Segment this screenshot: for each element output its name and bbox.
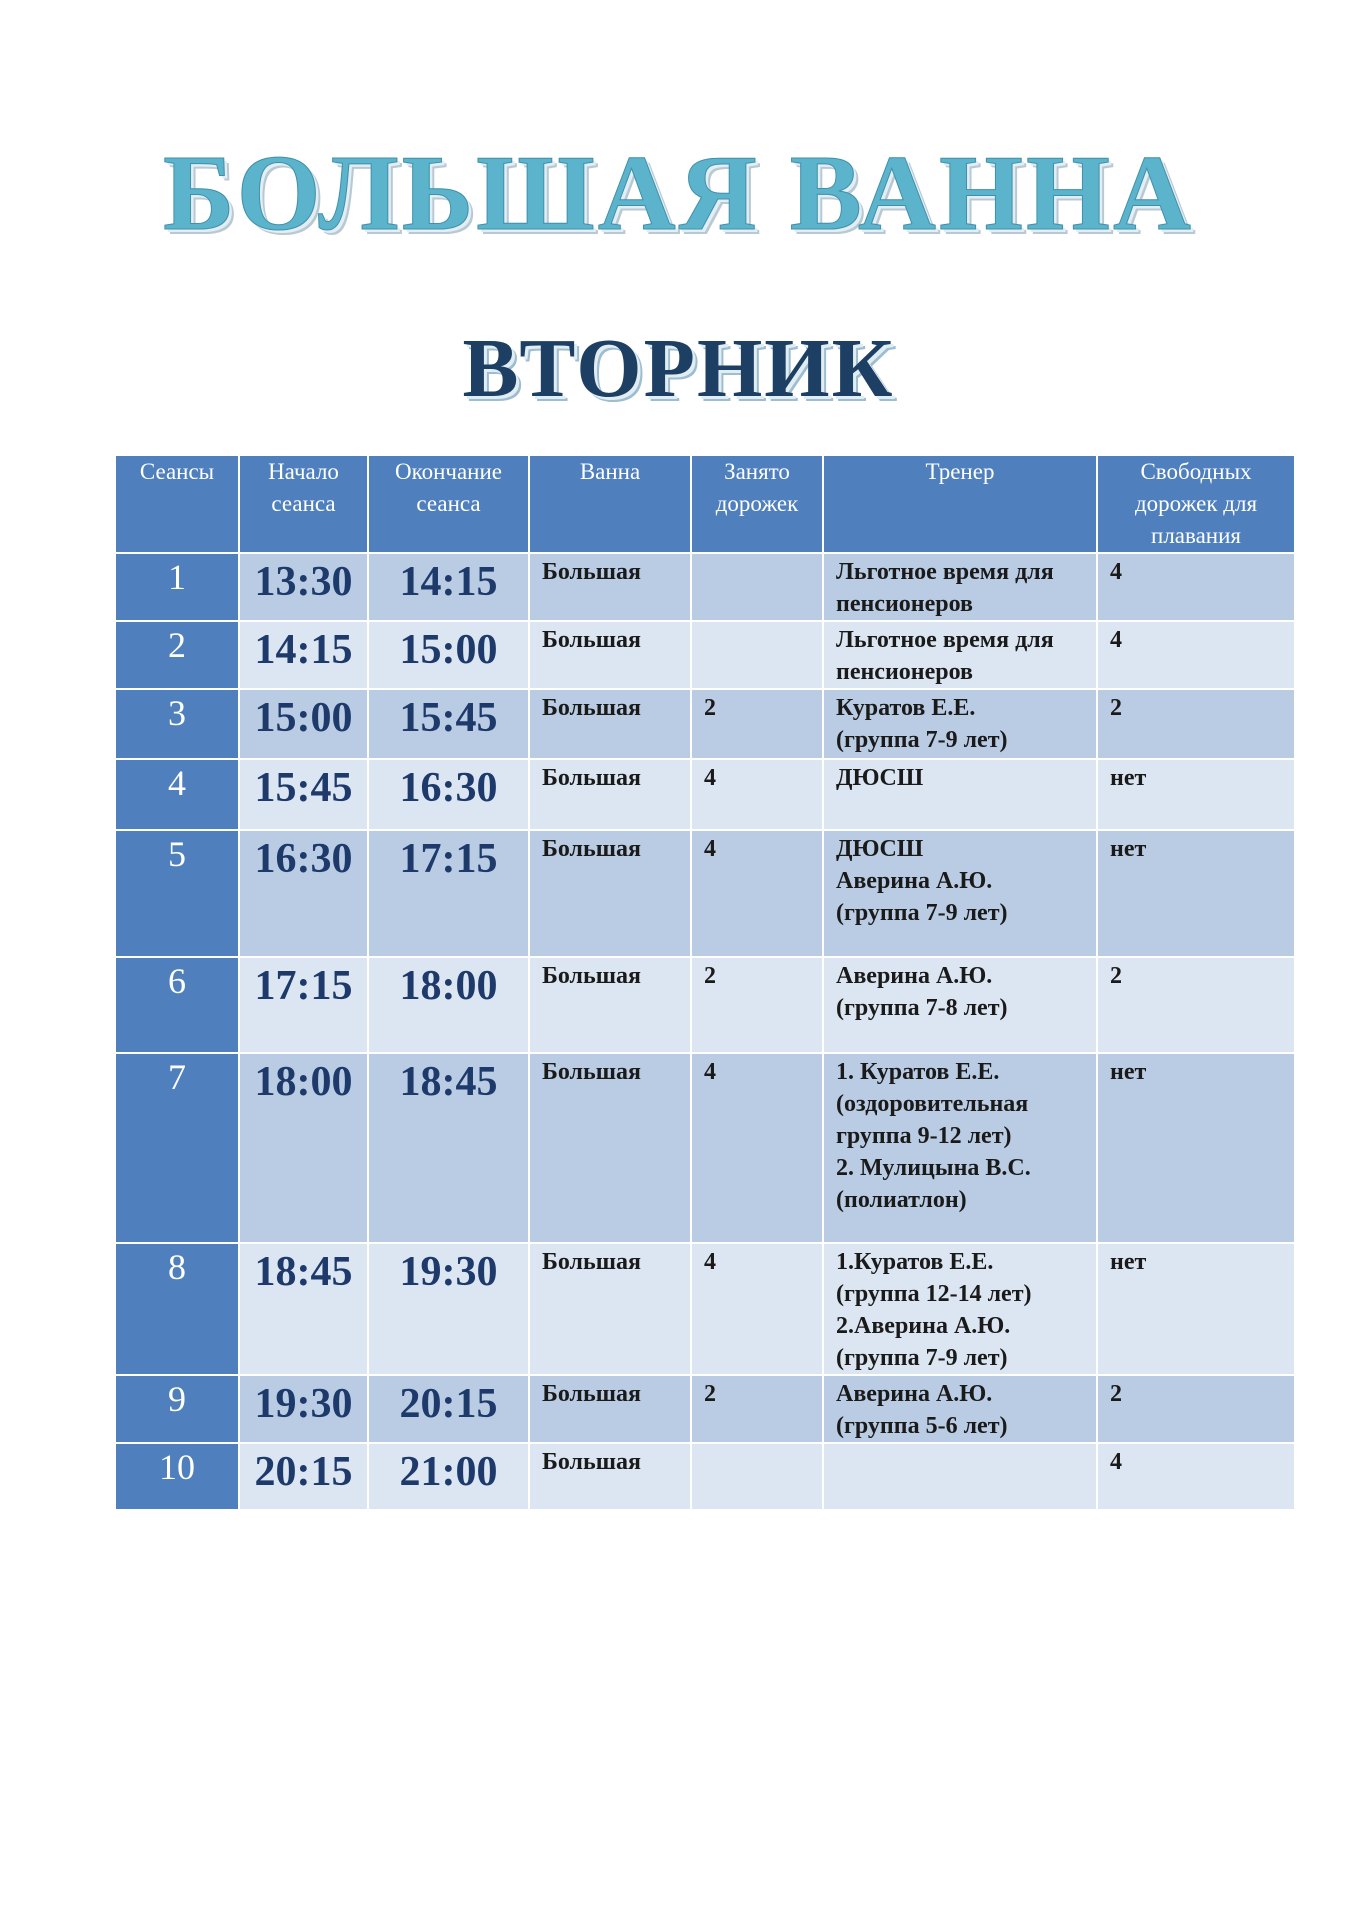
- session-number: 4: [115, 759, 239, 830]
- start-time: 18:45: [239, 1243, 368, 1375]
- start-time: 20:15: [239, 1443, 368, 1510]
- table-row: [115, 1053, 1295, 1243]
- coach: Льготное время для пенсионеров: [823, 621, 1097, 689]
- busy-lanes: 4: [691, 1053, 823, 1243]
- busy-lanes: 4: [691, 759, 823, 830]
- table-row: [115, 553, 1295, 621]
- pool-name: Большая: [529, 957, 691, 1053]
- busy-lanes: 4: [691, 1243, 823, 1375]
- coach: [823, 1443, 1097, 1510]
- table-row: [115, 759, 1295, 830]
- end-time: 17:15: [368, 830, 529, 957]
- end-time: 18:45: [368, 1053, 529, 1243]
- header-end: Окончание сеанса: [368, 455, 529, 553]
- busy-lanes: [691, 621, 823, 689]
- session-number: 9: [115, 1375, 239, 1443]
- free-lanes: нет: [1097, 1243, 1295, 1375]
- session-number: 6: [115, 957, 239, 1053]
- coach: ДЮСШ: [823, 759, 1097, 830]
- page-title: БОЛЬШАЯ ВАННА: [163, 134, 1194, 253]
- table-row: [115, 1375, 1295, 1443]
- session-number: 8: [115, 1243, 239, 1375]
- coach: Куратов Е.Е. (группа 7-9 лет): [823, 689, 1097, 759]
- start-time: 16:30: [239, 830, 368, 957]
- header-coach: Тренер: [823, 455, 1097, 553]
- session-number: 1: [115, 553, 239, 621]
- session-number: 3: [115, 689, 239, 759]
- pool-name: Большая: [529, 621, 691, 689]
- header-free-lanes: Свободных дорожек для плавания: [1097, 455, 1295, 553]
- session-number: 10: [115, 1443, 239, 1510]
- end-time: 18:00: [368, 957, 529, 1053]
- header-pool: Ванна: [529, 455, 691, 553]
- start-time: 14:15: [239, 621, 368, 689]
- busy-lanes: 4: [691, 830, 823, 957]
- busy-lanes: [691, 553, 823, 621]
- table-row: [115, 1443, 1295, 1510]
- coach: 1.Куратов Е.Е. (группа 12-14 лет) 2.Аверина А.Ю. (группа 7-9 лет): [823, 1243, 1097, 1375]
- coach: Льготное время для пенсионеров: [823, 553, 1097, 621]
- start-time: 18:00: [239, 1053, 368, 1243]
- pool-name: Большая: [529, 759, 691, 830]
- free-lanes: 4: [1097, 621, 1295, 689]
- table-row: [115, 689, 1295, 759]
- session-number: 5: [115, 830, 239, 957]
- header-busy-lanes: Занято дорожек: [691, 455, 823, 553]
- start-time: 15:00: [239, 689, 368, 759]
- session-number: 2: [115, 621, 239, 689]
- pool-name: Большая: [529, 1243, 691, 1375]
- table-header-row: [115, 455, 1295, 553]
- pool-name: Большая: [529, 1375, 691, 1443]
- table-row: [115, 830, 1295, 957]
- busy-lanes: 2: [691, 957, 823, 1053]
- start-time: 19:30: [239, 1375, 368, 1443]
- header-start: Начало сеанса: [239, 455, 368, 553]
- busy-lanes: [691, 1443, 823, 1510]
- pool-name: Большая: [529, 830, 691, 957]
- schedule-table: [114, 454, 1296, 1511]
- pool-name: Большая: [529, 553, 691, 621]
- header-sessions: Сеансы: [115, 455, 239, 553]
- table-row: [115, 1243, 1295, 1375]
- end-time: 21:00: [368, 1443, 529, 1510]
- start-time: 17:15: [239, 957, 368, 1053]
- free-lanes: нет: [1097, 1053, 1295, 1243]
- busy-lanes: 2: [691, 689, 823, 759]
- free-lanes: нет: [1097, 759, 1295, 830]
- free-lanes: нет: [1097, 830, 1295, 957]
- free-lanes: 2: [1097, 689, 1295, 759]
- coach: Аверина А.Ю. (группа 5-6 лет): [823, 1375, 1097, 1443]
- free-lanes: 4: [1097, 553, 1295, 621]
- end-time: 20:15: [368, 1375, 529, 1443]
- pool-name: Большая: [529, 1443, 691, 1510]
- end-time: 15:00: [368, 621, 529, 689]
- day-heading: ВТОРНИК: [462, 322, 895, 415]
- session-number: 7: [115, 1053, 239, 1243]
- start-time: 13:30: [239, 553, 368, 621]
- pool-name: Большая: [529, 689, 691, 759]
- end-time: 16:30: [368, 759, 529, 830]
- coach: 1. Куратов Е.Е. (оздоровительная группа 9-12 лет) 2. Мулицына В.С. (полиатлон): [823, 1053, 1097, 1243]
- coach: Аверина А.Ю. (группа 7-8 лет): [823, 957, 1097, 1053]
- end-time: 14:15: [368, 553, 529, 621]
- pool-name: Большая: [529, 1053, 691, 1243]
- table-row: [115, 957, 1295, 1053]
- coach: ДЮСШ Аверина А.Ю. (группа 7-9 лет): [823, 830, 1097, 957]
- start-time: 15:45: [239, 759, 368, 830]
- free-lanes: 2: [1097, 1375, 1295, 1443]
- free-lanes: 4: [1097, 1443, 1295, 1510]
- free-lanes: 2: [1097, 957, 1295, 1053]
- end-time: 15:45: [368, 689, 529, 759]
- table-row: [115, 621, 1295, 689]
- busy-lanes: 2: [691, 1375, 823, 1443]
- end-time: 19:30: [368, 1243, 529, 1375]
